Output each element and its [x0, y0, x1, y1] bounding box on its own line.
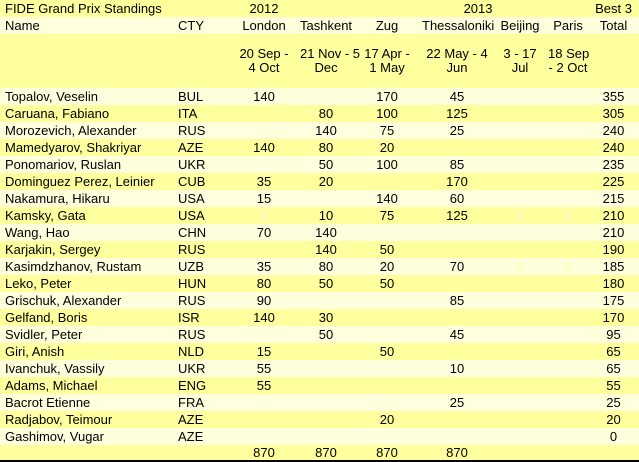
year-2013-label: 2013	[463, 1, 493, 16]
col-header-london: London	[242, 18, 286, 33]
player-name-cell: Topalov, Veselin	[5, 89, 98, 104]
score-cell	[228, 411, 300, 428]
event-dates-row	[0, 34, 639, 88]
score-cell	[422, 139, 492, 156]
score-cell	[548, 88, 588, 105]
score-cell	[492, 224, 548, 241]
col-header-zug: Zug	[375, 18, 399, 33]
total-cell: 170	[602, 310, 625, 325]
score-cell	[492, 360, 548, 377]
score-cell: 70	[449, 259, 465, 274]
country-cell: RUS	[178, 293, 206, 308]
score-cell	[422, 428, 492, 445]
score-cell	[492, 88, 548, 105]
table-row	[0, 173, 639, 190]
london-total: 870	[253, 445, 275, 460]
score-cell	[228, 394, 300, 411]
country-cell: RUS	[178, 242, 206, 257]
table-row	[0, 190, 639, 207]
country-cell: UKR	[178, 361, 206, 376]
score-cell: 90	[256, 293, 272, 308]
score-cell	[492, 122, 548, 139]
score-cell	[492, 411, 548, 428]
player-name-cell: Morozevich, Alexander	[5, 123, 137, 138]
score-cell	[422, 377, 492, 394]
score-cell: 30	[318, 310, 334, 325]
score-cell	[300, 292, 352, 309]
score-cell: 100	[376, 157, 398, 172]
table-row	[0, 411, 639, 428]
player-name-cell: Gelfand, Boris	[5, 310, 88, 325]
score-cell: 10	[318, 208, 334, 223]
player-name-cell: Leko, Peter	[5, 276, 72, 291]
score-cell	[352, 309, 422, 326]
score-cell: 85	[449, 293, 465, 308]
london-dates: 20 Sep - 4 Oct	[239, 46, 289, 75]
table-row	[0, 207, 639, 224]
score-cell	[548, 139, 588, 156]
col-header-name: Name	[5, 18, 40, 33]
beijing-total	[492, 445, 548, 460]
score-cell: 15	[256, 344, 272, 359]
score-cell	[422, 241, 492, 258]
score-cell: 140	[315, 242, 337, 257]
country-cell: RUS	[178, 327, 206, 342]
score-cell: 140	[315, 225, 337, 240]
total-cell: 240	[602, 140, 625, 155]
score-cell: 50	[318, 276, 334, 291]
score-cell: 125	[446, 106, 468, 121]
score-cell: 0	[564, 208, 572, 223]
table-row	[0, 105, 639, 122]
score-cell	[548, 394, 588, 411]
score-cell	[352, 428, 422, 445]
score-cell: 35	[256, 259, 272, 274]
score-cell: 20	[379, 140, 395, 155]
total-cell: 65	[606, 344, 621, 359]
score-cell	[492, 377, 548, 394]
total-cell: 210	[602, 225, 625, 240]
score-cell	[548, 292, 588, 309]
score-cell: 0	[260, 208, 268, 223]
table-row	[0, 275, 639, 292]
player-name-cell: Ponomariov, Ruslan	[5, 157, 122, 172]
country-cell: UZB	[178, 259, 204, 274]
score-cell: 15	[256, 191, 272, 206]
col-header-total: Total	[599, 18, 628, 33]
table-row	[0, 88, 639, 105]
country-cell: AZE	[178, 412, 204, 427]
score-cell: 70	[256, 225, 272, 240]
score-cell: 80	[318, 140, 334, 155]
score-cell	[548, 326, 588, 343]
score-cell: 75	[379, 208, 395, 223]
total-cell: 0	[609, 429, 618, 444]
country-cell: BUL	[178, 89, 204, 104]
player-name-cell: Radjabov, Teimour	[5, 412, 113, 427]
score-cell: 35	[256, 174, 272, 189]
zug-total: 870	[376, 445, 398, 460]
country-cell: ISR	[178, 310, 200, 325]
table-row	[0, 139, 639, 156]
table-row	[0, 224, 639, 241]
total-cell: 185	[602, 259, 625, 274]
year-2012-label: 2012	[249, 1, 279, 16]
table-row	[0, 309, 639, 326]
score-cell: 60	[449, 191, 465, 206]
title-row	[0, 0, 639, 17]
table-row	[0, 156, 639, 173]
score-cell: 55	[256, 361, 272, 376]
country-cell: CUB	[178, 174, 206, 189]
country-cell: CHN	[178, 225, 207, 240]
score-cell	[548, 105, 588, 122]
total-cell: 235	[602, 157, 625, 172]
score-cell	[300, 411, 352, 428]
player-name-cell: Ivanchuk, Vassily	[5, 361, 105, 376]
table-row	[0, 241, 639, 258]
total-cell: 305	[602, 106, 625, 121]
score-cell: 10	[449, 361, 465, 376]
score-cell: 20	[379, 259, 395, 274]
score-cell	[228, 241, 300, 258]
paris-total	[548, 445, 588, 460]
player-name-cell: Kamsky, Gata	[5, 208, 86, 223]
score-cell	[548, 224, 588, 241]
table-row	[0, 394, 639, 411]
country-cell: AZE	[178, 429, 204, 444]
col-header-beijing: Beijing	[500, 18, 540, 33]
score-cell	[228, 122, 300, 139]
score-cell	[422, 343, 492, 360]
score-cell	[548, 173, 588, 190]
score-cell: 100	[376, 106, 398, 121]
score-cell: 80	[318, 106, 334, 121]
score-cell: 170	[376, 89, 398, 104]
total-cell: 175	[602, 293, 625, 308]
country-cell: HUN	[178, 276, 207, 291]
score-cell	[352, 377, 422, 394]
score-cell	[548, 190, 588, 207]
score-cell: 0	[564, 259, 572, 274]
score-cell	[300, 394, 352, 411]
score-cell	[352, 224, 422, 241]
table-row	[0, 360, 639, 377]
score-cell	[300, 88, 352, 105]
country-cell: UKR	[178, 157, 206, 172]
score-cell	[228, 105, 300, 122]
score-cell: 25	[449, 395, 465, 410]
score-cell: 140	[253, 310, 275, 325]
best3-label: Best 3	[595, 1, 632, 16]
score-cell: 25	[449, 123, 465, 138]
score-cell: 140	[315, 123, 337, 138]
score-cell	[492, 241, 548, 258]
tashkent-total: 870	[315, 445, 337, 460]
score-cell: 0	[516, 259, 524, 274]
score-cell: 50	[379, 242, 395, 257]
score-cell	[492, 105, 548, 122]
standings-body	[0, 88, 639, 445]
score-cell	[492, 394, 548, 411]
country-cell: NLD	[178, 344, 205, 359]
score-cell	[548, 122, 588, 139]
thessaloniki-dates: 22 May - 4 Jun	[426, 46, 488, 75]
total-cell: 240	[602, 123, 625, 138]
score-cell: 50	[379, 344, 395, 359]
score-cell	[352, 360, 422, 377]
total-cell: 355	[602, 89, 625, 104]
table-row	[0, 428, 639, 445]
score-cell	[492, 173, 548, 190]
score-cell	[548, 275, 588, 292]
score-cell: 50	[318, 157, 334, 172]
score-cell	[352, 394, 422, 411]
score-cell: 80	[256, 276, 272, 291]
score-cell	[352, 173, 422, 190]
player-name-cell: Mamedyarov, Shakriyar	[5, 140, 142, 155]
tashkent-dates: 21 Nov - 5 Dec	[300, 46, 360, 75]
column-header-row	[0, 17, 639, 34]
score-cell	[492, 326, 548, 343]
player-name-cell: Svidler, Peter	[5, 327, 83, 342]
player-name-cell: Adams, Michael	[5, 378, 98, 393]
paris-dates: 18 Sep - 2 Oct	[548, 46, 590, 75]
score-cell	[228, 428, 300, 445]
country-cell: USA	[178, 208, 205, 223]
score-cell: 125	[446, 208, 468, 223]
country-cell: RUS	[178, 123, 206, 138]
score-cell	[228, 326, 300, 343]
score-cell: 45	[449, 327, 465, 342]
score-cell	[492, 292, 548, 309]
thessaloniki-total: 870	[446, 445, 468, 460]
score-cell: 80	[318, 259, 334, 274]
score-cell: 0	[516, 208, 524, 223]
score-cell	[492, 309, 548, 326]
table-row	[0, 292, 639, 309]
player-name-cell: Karjakin, Sergey	[5, 242, 101, 257]
zug-dates: 17 Apr - 1 May	[364, 46, 410, 75]
total-cell: 95	[606, 327, 621, 342]
score-cell	[492, 190, 548, 207]
total-cell: 55	[606, 378, 621, 393]
score-cell: 85	[449, 157, 465, 172]
score-cell	[492, 156, 548, 173]
total-cell: 20	[606, 412, 621, 427]
total-cell: 180	[602, 276, 625, 291]
score-cell	[300, 343, 352, 360]
player-name-cell: Dominguez Perez, Leinier	[5, 174, 155, 189]
table-row	[0, 326, 639, 343]
player-name-cell: Bacrot Etienne	[5, 395, 91, 410]
score-cell	[548, 377, 588, 394]
score-cell	[548, 411, 588, 428]
table-row	[0, 122, 639, 139]
score-cell: 20	[318, 174, 334, 189]
country-cell: ENG	[178, 378, 207, 393]
total-cell: 210	[602, 208, 625, 223]
score-cell	[492, 139, 548, 156]
country-cell: FRA	[178, 395, 204, 410]
score-cell: 50	[318, 327, 334, 342]
player-name-cell: Gashimov, Vugar	[5, 429, 104, 444]
score-cell: 55	[256, 378, 272, 393]
score-cell	[300, 377, 352, 394]
total-cell: 225	[602, 174, 625, 189]
total-cell: 215	[602, 191, 625, 206]
score-cell: 20	[379, 412, 395, 427]
col-header-tashkent: Tashkent	[300, 18, 353, 33]
player-name-cell: Kasimdzhanov, Rustam	[5, 259, 142, 274]
country-cell: ITA	[178, 106, 198, 121]
player-name-cell: Giri, Anish	[5, 344, 65, 359]
score-cell	[422, 275, 492, 292]
score-cell	[492, 428, 548, 445]
player-name-cell: Wang, Hao	[5, 225, 70, 240]
score-cell: 45	[449, 89, 465, 104]
player-name-cell: Grischuk, Alexander	[5, 293, 122, 308]
score-cell	[548, 360, 588, 377]
beijing-dates: 3 - 17 Jul	[503, 46, 537, 75]
total-cell: 190	[602, 242, 625, 257]
col-header-paris: Paris	[553, 18, 583, 33]
total-cell: 65	[606, 361, 621, 376]
score-cell	[548, 156, 588, 173]
score-cell: 50	[379, 276, 395, 291]
score-cell	[300, 428, 352, 445]
score-cell	[422, 411, 492, 428]
score-cell: 140	[253, 89, 275, 104]
score-cell	[422, 309, 492, 326]
score-cell	[300, 190, 352, 207]
score-cell	[352, 292, 422, 309]
table-row	[0, 258, 639, 275]
table-row	[0, 343, 639, 360]
col-header-thessaloniki: Thessaloniki	[422, 18, 495, 33]
score-cell: 75	[379, 123, 395, 138]
score-cell: 170	[446, 174, 468, 189]
score-cell	[492, 275, 548, 292]
score-cell: 140	[253, 140, 275, 155]
country-cell: AZE	[178, 140, 204, 155]
score-cell	[422, 224, 492, 241]
score-cell	[492, 343, 548, 360]
score-cell	[548, 428, 588, 445]
page-title: FIDE Grand Prix Standings	[5, 1, 162, 16]
score-cell	[548, 343, 588, 360]
total-cell: 25	[606, 395, 621, 410]
score-cell	[228, 156, 300, 173]
footer-totals-row	[0, 445, 639, 460]
score-cell	[548, 241, 588, 258]
table-row	[0, 377, 639, 394]
player-name-cell: Nakamura, Hikaru	[5, 191, 110, 206]
col-header-cty: CTY	[178, 18, 204, 33]
score-cell	[300, 360, 352, 377]
score-cell: 140	[376, 191, 398, 206]
player-name-cell: Caruana, Fabiano	[5, 106, 110, 121]
score-cell	[352, 326, 422, 343]
country-cell: USA	[178, 191, 205, 206]
score-cell	[548, 309, 588, 326]
